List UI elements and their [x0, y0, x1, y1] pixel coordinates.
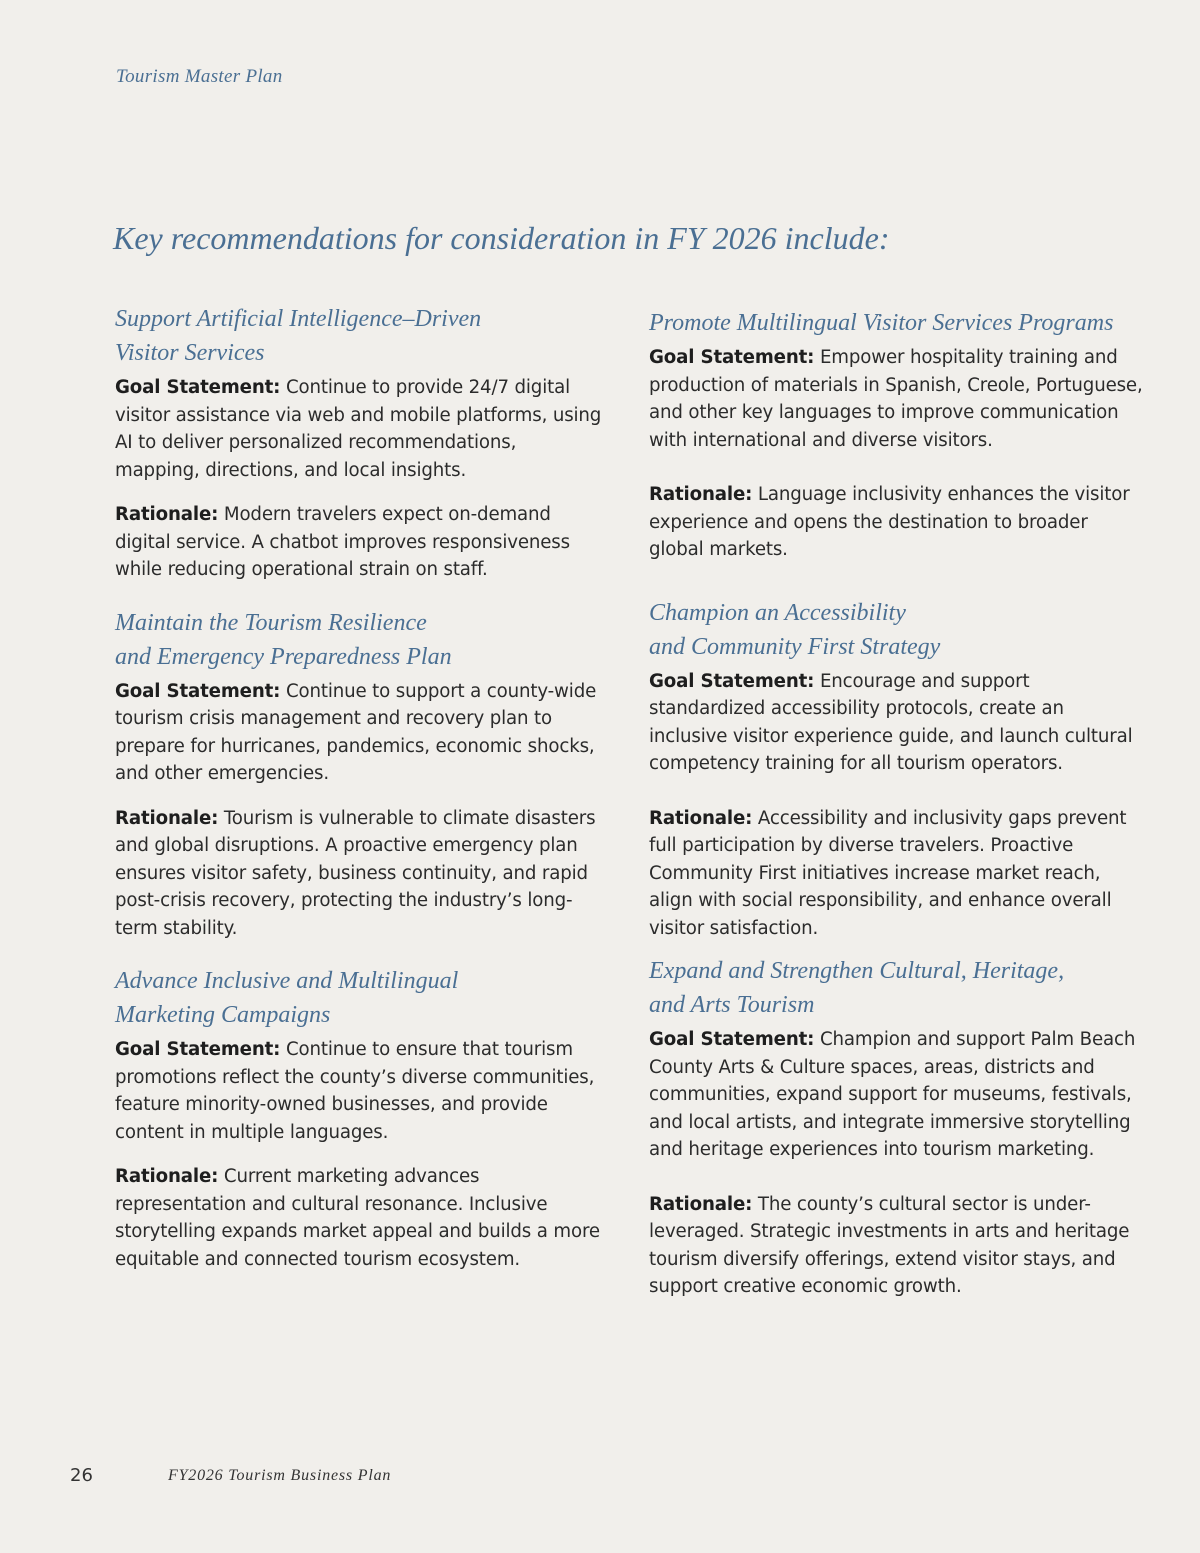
page-number: 26 [70, 1465, 93, 1486]
rationale-label: Rationale: [649, 807, 753, 829]
rationale-label: Rationale: [115, 1166, 219, 1187]
section-inclusive-marketing [115, 964, 603, 1273]
goal-label: Goal Statement: [649, 670, 815, 692]
running-header: Tourism Master Plan [116, 66, 283, 87]
section-title-line: and Community First Strategy [649, 633, 941, 660]
goal-label: Goal Statement: [649, 347, 815, 368]
rationale-label: Rationale: [115, 807, 219, 829]
section-title [649, 306, 1144, 340]
page-heading: Key recommendations for consideration in FY 2026 include: [113, 220, 890, 256]
rationale [649, 481, 1144, 564]
rationale-label: Rationale: [649, 1193, 753, 1215]
footer-title: FY2026 Tourism Business Plan [168, 1467, 392, 1484]
section-title-line: Champion an Accessibility [649, 599, 906, 626]
section-title [649, 954, 1144, 1022]
rationale-text: Accessibility and inclusivity gaps prevent full participation by diverse travelers. Proactive Community First initiatives increase market reach, align with social responsibility, and enhance overall visitor satisfaction. [649, 807, 1127, 939]
section-multilingual-services [649, 306, 1144, 564]
section-title-line: and Arts Tourism [649, 992, 815, 1018]
rationale-label: Rationale: [649, 484, 753, 505]
right-column [649, 306, 1144, 1301]
goal-text: Champion and support Palm Beach County Arts & Culture spaces, areas, districts and communities, expand support for museums, festivals, and local artists, and integrate immersive storytelling and heritage experiences into tourism marketing. [649, 1029, 1136, 1160]
section-title [115, 606, 603, 674]
section-title [649, 596, 1144, 664]
goal-label: Goal Statement: [115, 680, 281, 702]
rationale-text: Current marketing advances representation and cultural resonance. Inclusive storytelling expands market appeal and builds a more equitable and connected tourism ecosystem. [115, 1166, 600, 1270]
goal-text: Encourage and support standardized accessibility protocols, create an inclusive visitor experience guide, and launch cultural competency training for all tourism operators. [649, 670, 1133, 774]
rationale-text: Modern travelers expect on-demand digital service. A chatbot improves responsiveness while reducing operational strain on staff. [115, 504, 570, 580]
section-title-line: Promote Multilingual Visitor Services Programs [649, 310, 1114, 336]
goal-statement [115, 1036, 603, 1146]
goal-text: Empower hospitality training and production of materials in Spanish, Creole, Portuguese, and other key languages to improve communication with international and diverse visitors. [649, 347, 1143, 451]
goal-label: Goal Statement: [649, 1029, 815, 1050]
goal-statement [649, 1026, 1144, 1164]
goal-label: Goal Statement: [115, 1039, 281, 1060]
rationale [115, 805, 603, 943]
goal-text: Continue to provide 24/7 digital visitor assistance via web and mobile platforms, using AI to deliver personalized recommendations, mapping, directions, and local insights. [115, 377, 602, 481]
section-title-line: Expand and Strengthen Cultural, Heritage, [649, 958, 1065, 984]
rationale-label: Rationale: [115, 504, 219, 525]
goal-statement [649, 668, 1144, 778]
rationale-text: The county’s cultural sector is under-leveraged. Strategic investments in arts and heritage tourism diversify offerings, extend visitor stays, and support creative economic growth. [649, 1193, 1130, 1297]
left-column [115, 302, 603, 1273]
rationale-text: Language inclusivity enhances the visitor experience and opens the destination to broader global markets. [649, 484, 1130, 560]
section-resilience-plan [115, 606, 603, 943]
goal-label: Goal Statement: [115, 377, 281, 398]
rationale [649, 805, 1144, 943]
rationale-text: Tourism is vulnerable to climate disasters and global disruptions. A proactive emergency plan ensures visitor safety, business continuity, and rapid post-crisis recovery, protecting the industry’s long-term stability. [115, 807, 596, 939]
section-cultural-tourism [649, 954, 1144, 1301]
rationale [115, 501, 603, 584]
section-title-line: Support Artificial Intelligence–Driven [115, 306, 482, 332]
section-title-line: Marketing Campaigns [115, 1002, 331, 1028]
section-title-line: and Emergency Preparedness Plan [115, 643, 452, 670]
rationale [649, 1191, 1144, 1301]
goal-text: Continue to ensure that tourism promotions reflect the county’s diverse communities, feature minority-owned businesses, and provide content in multiple languages. [115, 1039, 595, 1143]
goal-statement [649, 344, 1144, 454]
section-title [115, 302, 603, 370]
goal-statement [115, 678, 603, 788]
section-ai-visitor-services [115, 302, 603, 584]
section-title-line: Maintain the Tourism Resilience [115, 609, 427, 636]
section-title [115, 964, 603, 1032]
goal-statement [115, 374, 603, 484]
rationale [115, 1163, 603, 1273]
section-accessibility-strategy [649, 596, 1144, 943]
goal-text: Continue to support a county-wide tourism crisis management and recovery plan to prepare for hurricanes, pandemics, economic shocks, and other emergencies. [115, 680, 597, 784]
section-title-line: Visitor Services [115, 340, 265, 366]
section-title-line: Advance Inclusive and Multilingual [115, 968, 459, 994]
